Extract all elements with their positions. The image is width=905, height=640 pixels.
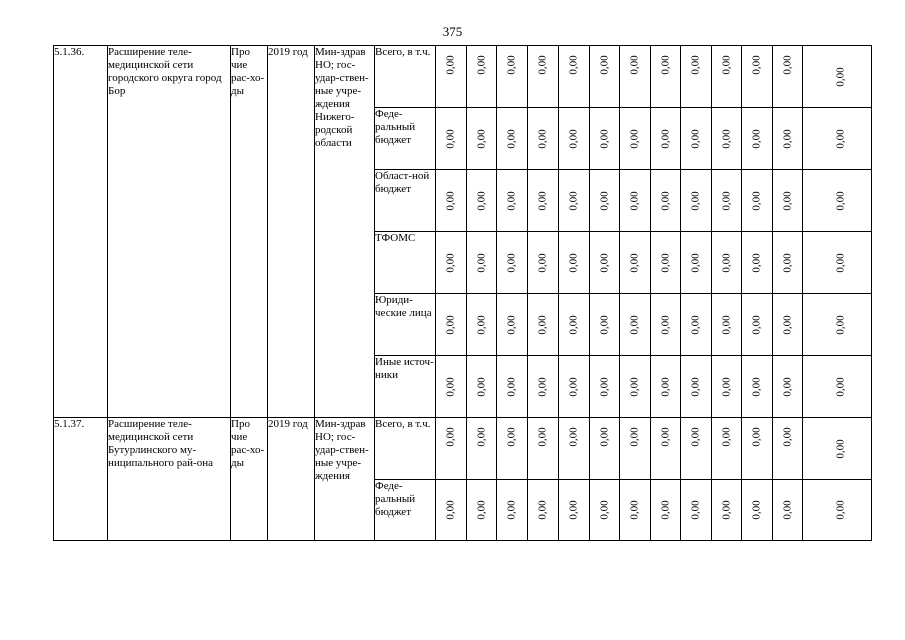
amount-value: 0,00	[628, 376, 641, 397]
amount-value: 0,00	[598, 55, 610, 75]
amount-cell	[803, 170, 872, 232]
amount-cell	[773, 46, 803, 108]
amount-value: 0,00	[475, 314, 487, 335]
amount-value: 0,00	[505, 376, 518, 397]
amount-value: 0,00	[536, 55, 549, 75]
amount-value: 0,00	[505, 252, 518, 273]
amount-value: 0,00	[536, 190, 549, 211]
amount-value: 0,00	[720, 128, 732, 149]
amount-cell	[467, 356, 497, 418]
amount-value: 0,00	[567, 128, 580, 149]
amount-value: 0,00	[689, 252, 702, 273]
amount-value: 0,00	[659, 314, 671, 335]
table-row	[54, 46, 872, 108]
amount-cell	[803, 108, 872, 170]
amount-value: 0,00	[834, 438, 847, 459]
amount-value: 0,00	[475, 427, 487, 447]
amount-value: 0,00	[750, 55, 763, 75]
amount-value: 0,00	[781, 427, 793, 447]
amount-value: 0,00	[720, 190, 732, 211]
amount-cell	[559, 170, 590, 232]
table-body	[54, 46, 872, 541]
amount-value: 0,00	[750, 252, 763, 273]
amount-cell	[467, 480, 497, 541]
amount-value: 0,00	[475, 500, 487, 520]
amount-value: 0,00	[720, 427, 732, 447]
item-code: 5.1.37.	[54, 418, 108, 541]
amount-cell	[773, 356, 803, 418]
amount-cell	[436, 108, 467, 170]
amount-cell	[620, 46, 651, 108]
amount-cell	[651, 170, 681, 232]
amount-cell	[590, 108, 620, 170]
amount-value: 0,00	[505, 427, 518, 447]
amount-value: 0,00	[834, 128, 847, 149]
amount-cell	[590, 232, 620, 294]
amount-cell	[436, 170, 467, 232]
amount-value: 0,00	[781, 314, 793, 335]
amount-value: 0,00	[536, 500, 549, 520]
funding-source: Феде-ральный бюджет	[375, 108, 436, 170]
amount-value: 0,00	[720, 252, 732, 273]
amount-cell	[681, 294, 712, 356]
amount-value: 0,00	[598, 252, 610, 273]
amount-value: 0,00	[750, 314, 763, 335]
amount-value: 0,00	[505, 55, 518, 75]
amount-value: 0,00	[475, 55, 487, 75]
item-executor: Мин-здрав НО; гос-удар-ствен-ные учре-ждения	[315, 418, 375, 541]
amount-value: 0,00	[834, 376, 847, 397]
amount-cell	[651, 480, 681, 541]
amount-value: 0,00	[567, 427, 580, 447]
amount-cell	[742, 480, 773, 541]
amount-value: 0,00	[598, 190, 610, 211]
amount-value: 0,00	[659, 427, 671, 447]
amount-value: 0,00	[536, 427, 549, 447]
amount-cell	[742, 294, 773, 356]
funding-source: Юриди-ческие лица	[375, 294, 436, 356]
amount-cell	[528, 418, 559, 480]
amount-cell	[528, 356, 559, 418]
amount-cell	[651, 294, 681, 356]
amount-cell	[497, 46, 528, 108]
funding-source: Всего, в т.ч.	[375, 46, 436, 108]
amount-value: 0,00	[781, 376, 793, 397]
amount-value: 0,00	[444, 314, 457, 335]
amount-cell	[467, 108, 497, 170]
amount-value: 0,00	[505, 190, 518, 211]
amount-value: 0,00	[628, 500, 641, 520]
amount-value: 0,00	[567, 252, 580, 273]
amount-value: 0,00	[689, 427, 702, 447]
amount-cell	[590, 418, 620, 480]
amount-cell	[559, 294, 590, 356]
amount-cell	[620, 480, 651, 541]
amount-value: 0,00	[659, 190, 671, 211]
amount-cell	[681, 480, 712, 541]
amount-cell	[436, 418, 467, 480]
amount-value: 0,00	[475, 376, 487, 397]
funding-source: Феде-ральный бюджет	[375, 480, 436, 541]
amount-cell	[497, 108, 528, 170]
funding-source: Област-ной бюджет	[375, 170, 436, 232]
amount-cell	[497, 294, 528, 356]
amount-value: 0,00	[689, 500, 702, 520]
amount-cell	[651, 108, 681, 170]
amount-value: 0,00	[689, 128, 702, 149]
amount-cell	[773, 418, 803, 480]
amount-value: 0,00	[750, 190, 763, 211]
amount-cell	[467, 46, 497, 108]
page-number: 375	[442, 24, 463, 39]
amount-cell	[651, 356, 681, 418]
amount-cell	[681, 170, 712, 232]
amount-cell	[620, 418, 651, 480]
funding-source: Иные источ-ники	[375, 356, 436, 418]
amount-value: 0,00	[689, 190, 702, 211]
item-year: 2019 год	[268, 46, 315, 418]
amount-value: 0,00	[834, 500, 847, 520]
amount-cell	[528, 232, 559, 294]
amount-cell	[742, 108, 773, 170]
amount-value: 0,00	[444, 190, 457, 211]
amount-cell	[803, 232, 872, 294]
amount-value: 0,00	[628, 190, 641, 211]
amount-value: 0,00	[689, 55, 702, 75]
amount-value: 0,00	[505, 500, 518, 520]
amount-cell	[620, 232, 651, 294]
amount-cell	[742, 170, 773, 232]
amount-cell	[467, 170, 497, 232]
amount-value: 0,00	[689, 376, 702, 397]
amount-value: 0,00	[659, 128, 671, 149]
amount-value: 0,00	[598, 500, 610, 520]
item-code: 5.1.36.	[54, 46, 108, 418]
amount-value: 0,00	[444, 376, 457, 397]
amount-cell	[528, 480, 559, 541]
amount-cell	[681, 418, 712, 480]
amount-cell	[559, 46, 590, 108]
item-name: Расширение теле-медицинской сети городского округа город Бор	[108, 46, 231, 418]
amount-value: 0,00	[834, 66, 847, 87]
amount-value: 0,00	[781, 190, 793, 211]
amount-cell	[742, 356, 773, 418]
amount-cell	[712, 418, 742, 480]
amount-cell	[742, 46, 773, 108]
amount-value: 0,00	[598, 314, 610, 335]
amount-cell	[651, 232, 681, 294]
expense-type: Про чие рас-хо-ды	[231, 46, 268, 418]
amount-cell	[528, 294, 559, 356]
item-year: 2019 год	[268, 418, 315, 541]
amount-value: 0,00	[598, 376, 610, 397]
amount-cell	[559, 232, 590, 294]
table-row	[54, 418, 872, 480]
amount-cell	[681, 356, 712, 418]
amount-value: 0,00	[659, 376, 671, 397]
amount-cell	[681, 46, 712, 108]
amount-cell	[803, 46, 872, 108]
amount-cell	[497, 170, 528, 232]
amount-cell	[497, 232, 528, 294]
amount-value: 0,00	[781, 55, 793, 75]
amount-cell	[712, 108, 742, 170]
amount-cell	[773, 108, 803, 170]
amount-cell	[467, 418, 497, 480]
amount-cell	[742, 232, 773, 294]
amount-cell	[436, 46, 467, 108]
amount-value: 0,00	[475, 190, 487, 211]
amount-value: 0,00	[689, 314, 702, 335]
item-executor: Мин-здрав НО; гос-удар-ствен-ные учре-ждения Нижего-родской области	[315, 46, 375, 418]
amount-value: 0,00	[781, 252, 793, 273]
amount-cell	[712, 294, 742, 356]
amount-cell	[559, 480, 590, 541]
amount-cell	[620, 356, 651, 418]
amount-cell	[773, 170, 803, 232]
amount-value: 0,00	[720, 55, 732, 75]
amount-cell	[436, 480, 467, 541]
amount-value: 0,00	[781, 500, 793, 520]
amount-cell	[712, 480, 742, 541]
amount-value: 0,00	[567, 314, 580, 335]
amount-cell	[742, 418, 773, 480]
amount-cell	[712, 46, 742, 108]
amount-cell	[620, 294, 651, 356]
amount-cell	[712, 170, 742, 232]
amount-value: 0,00	[567, 500, 580, 520]
amount-cell	[436, 294, 467, 356]
amount-value: 0,00	[720, 500, 732, 520]
amount-cell	[590, 170, 620, 232]
amount-value: 0,00	[628, 55, 641, 75]
amount-value: 0,00	[750, 376, 763, 397]
amount-cell	[436, 232, 467, 294]
amount-value: 0,00	[444, 128, 457, 149]
amount-cell	[620, 170, 651, 232]
amount-cell	[436, 356, 467, 418]
amount-cell	[590, 294, 620, 356]
amount-value: 0,00	[444, 427, 457, 447]
amount-cell	[528, 108, 559, 170]
amount-cell	[651, 418, 681, 480]
funding-source: Всего, в т.ч.	[375, 418, 436, 480]
amount-cell	[590, 46, 620, 108]
amount-cell	[620, 108, 651, 170]
amount-value: 0,00	[659, 55, 671, 75]
amount-cell	[497, 418, 528, 480]
amount-value: 0,00	[750, 128, 763, 149]
amount-value: 0,00	[475, 128, 487, 149]
amount-value: 0,00	[444, 500, 457, 520]
funding-source: ТФОМС	[375, 232, 436, 294]
amount-value: 0,00	[567, 190, 580, 211]
amount-cell	[803, 480, 872, 541]
amount-value: 0,00	[505, 128, 518, 149]
program-table	[53, 45, 872, 541]
amount-value: 0,00	[598, 427, 610, 447]
amount-cell	[497, 356, 528, 418]
amount-cell	[773, 232, 803, 294]
amount-value: 0,00	[834, 252, 847, 273]
amount-cell	[559, 418, 590, 480]
amount-value: 0,00	[659, 252, 671, 273]
amount-cell	[559, 356, 590, 418]
amount-cell	[803, 356, 872, 418]
amount-cell	[803, 418, 872, 480]
amount-value: 0,00	[628, 252, 641, 273]
amount-cell	[773, 294, 803, 356]
amount-value: 0,00	[750, 427, 763, 447]
amount-value: 0,00	[536, 314, 549, 335]
amount-cell	[803, 294, 872, 356]
amount-value: 0,00	[659, 500, 671, 520]
amount-cell	[467, 294, 497, 356]
amount-value: 0,00	[444, 252, 457, 273]
amount-value: 0,00	[567, 376, 580, 397]
amount-value: 0,00	[475, 252, 487, 273]
amount-value: 0,00	[444, 55, 457, 75]
amount-cell	[528, 170, 559, 232]
amount-value: 0,00	[720, 376, 732, 397]
amount-value: 0,00	[536, 128, 549, 149]
amount-cell	[773, 480, 803, 541]
amount-value: 0,00	[628, 128, 641, 149]
amount-cell	[681, 232, 712, 294]
amount-value: 0,00	[628, 427, 641, 447]
amount-cell	[590, 356, 620, 418]
amount-value: 0,00	[834, 314, 847, 335]
amount-value: 0,00	[505, 314, 518, 335]
amount-value: 0,00	[628, 314, 641, 335]
item-name: Расширение теле-медицинской сети Бутурлинского му-ниципального рай-она	[108, 418, 231, 541]
amount-cell	[590, 480, 620, 541]
amount-value: 0,00	[567, 55, 580, 75]
amount-value: 0,00	[720, 314, 732, 335]
amount-cell	[651, 46, 681, 108]
amount-cell	[712, 232, 742, 294]
amount-cell	[681, 108, 712, 170]
amount-value: 0,00	[536, 252, 549, 273]
amount-value: 0,00	[834, 190, 847, 211]
amount-cell	[712, 356, 742, 418]
amount-value: 0,00	[750, 500, 763, 520]
amount-cell	[467, 232, 497, 294]
amount-value: 0,00	[781, 128, 793, 149]
amount-cell	[497, 480, 528, 541]
amount-cell	[528, 46, 559, 108]
amount-value: 0,00	[598, 128, 610, 149]
amount-cell	[559, 108, 590, 170]
amount-value: 0,00	[536, 376, 549, 397]
expense-type: Про чие рас-хо-ды	[231, 418, 268, 541]
